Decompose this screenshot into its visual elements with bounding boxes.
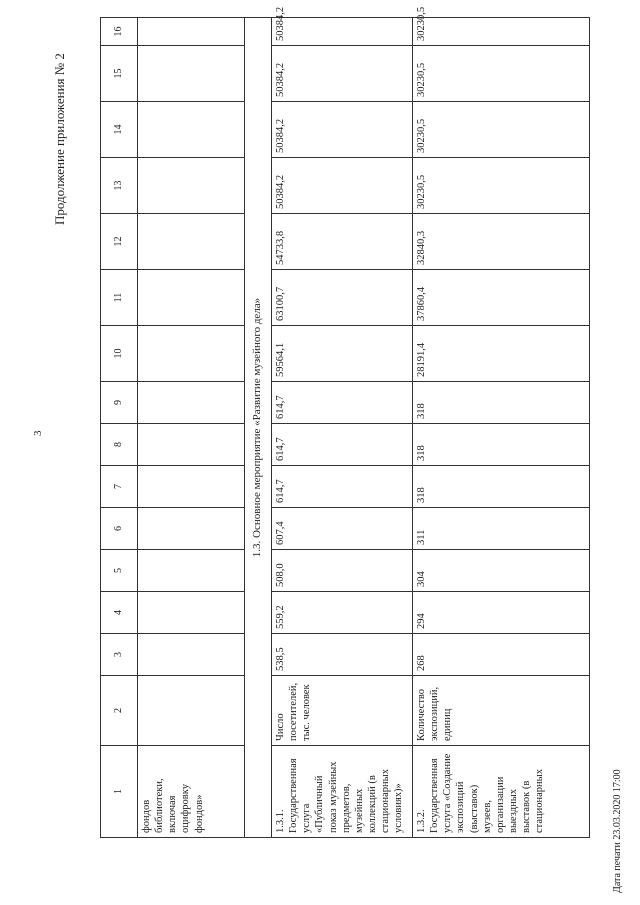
header-cell: 3 [101,634,138,676]
print-date: Дата печати 23.03.2020 17:00 [612,769,623,893]
value-cell: 508,0 [272,550,413,592]
continuation-row [138,18,245,838]
value-cell: 37860,4 [413,270,590,326]
value-cell: 614,7 [272,466,413,508]
header-cell: 16 [101,18,138,46]
header-cell: 15 [101,46,138,102]
value-cell: 54733,8 [272,214,413,270]
row-indicator: Количество экспозиций, единиц [413,676,590,746]
value-cell: 304 [413,550,590,592]
value-cell: 294 [413,592,590,634]
header-cell: 6 [101,508,138,550]
header-cell: 9 [101,382,138,424]
value-cell: 318 [413,424,590,466]
header-cell: 8 [101,424,138,466]
continuation-cell: фондов библиотеки, включая оцифровку фондов» [138,746,245,838]
value-cell: 50384,2 [272,102,413,158]
value-cell: 311 [413,508,590,550]
value-cell: 28191,4 [413,326,590,382]
value-cell: 63100,7 [272,270,413,326]
value-cell: 607,4 [272,508,413,550]
value-cell: 538,5 [272,634,413,676]
header-cell: 13 [101,158,138,214]
page-number: 3 [32,430,44,436]
header-cell: 10 [101,326,138,382]
section-row [245,18,272,838]
value-cell: 30230,5 [413,158,590,214]
value-cell: 50384,2 [272,46,413,102]
value-cell: 30230,5 [413,18,590,46]
header-row [101,18,138,838]
value-cell: 318 [413,382,590,424]
header-cell: 2 [101,676,138,746]
appendix-title: Продолжение приложения № 2 [52,53,67,225]
value-cell: 318 [413,466,590,508]
table-area [100,6,610,838]
section-title: 1.3. Основное мероприятие «Развитие музейного дела» [245,18,272,838]
header-cell: 14 [101,102,138,158]
value-cell: 614,7 [272,424,413,466]
value-cell: 614,7 [272,382,413,424]
row-name: 1.3.1. Государственная услуга «Публичный показ музейных предметов, музейных коллекций (в стационарных условиях)» [272,746,413,838]
value-cell: 559,2 [272,592,413,634]
row-name: 1.3.2. Государственная услуга «Создание экспозиций (выставок) музеев, организации выездных выставок (в стационарных [413,746,590,838]
value-cell: 268 [413,634,590,676]
value-cell: 50384,2 [272,158,413,214]
row-indicator: Число посетителей, тыс. человек [272,676,413,746]
header-cell: 12 [101,214,138,270]
table-row [413,18,590,838]
header-cell: 4 [101,592,138,634]
value-cell: 59564,1 [272,326,413,382]
value-cell: 32840,3 [413,214,590,270]
header-cell: 1 [101,746,138,838]
value-cell: 30230,5 [413,102,590,158]
value-cell: 30230,5 [413,46,590,102]
budget-table [100,6,590,838]
value-cell: 50384,2 [272,18,413,46]
header-cell: 11 [101,270,138,326]
header-cell: 7 [101,466,138,508]
header-cell: 5 [101,550,138,592]
table-row [272,18,413,838]
